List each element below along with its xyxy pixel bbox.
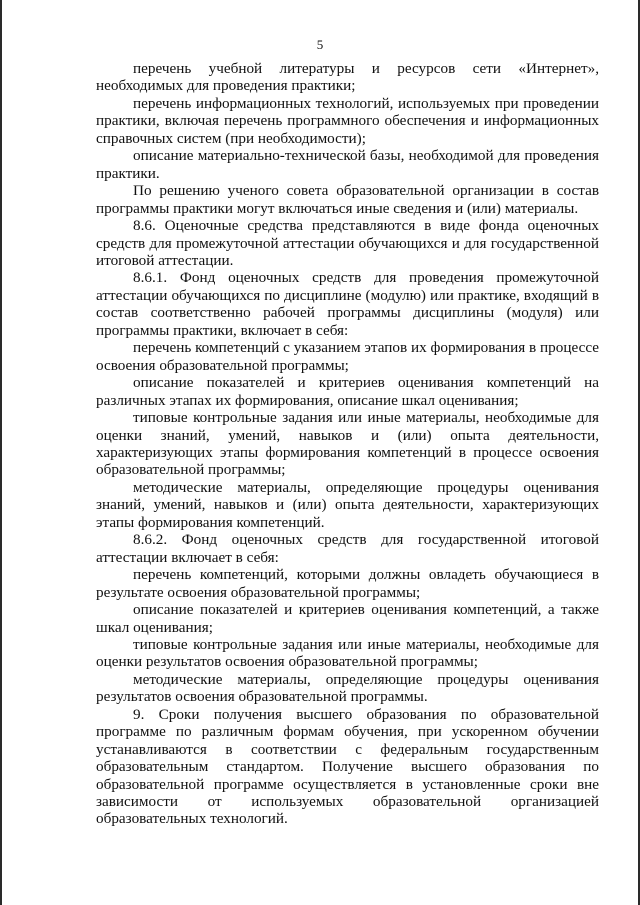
paragraph: 8.6.1. Фонд оценочных средств для проведения промежуточной аттестации обучающихся по дисциплине (модулю) или практике, входящий в состав соответственно рабочей программы дисциплины (модуля) или программы практики, включает в себя: — [96, 269, 599, 339]
page-number: 5 — [316, 37, 324, 52]
paragraph: перечень компетенций с указанием этапов их формирования в процессе освоения образовательной программы; — [96, 339, 599, 374]
paragraph: 8.6. Оценочные средства представляются в виде фонда оценочных средств для промежуточной аттестации обучающихся и для государственной итоговой аттестации. — [96, 217, 599, 269]
page-body — [96, 60, 599, 828]
paragraph: типовые контрольные задания или иные материалы, необходимые для оценки результатов освоения образовательной программы; — [96, 635, 599, 671]
paragraph: описание показателей и критериев оценивания компетенций на различных этапах их формирования, описание шкал оценивания; — [96, 374, 599, 409]
paragraph: методические материалы, определяющие процедуры оценивания знаний, умений, навыков и (или) опыта деятельности, характеризующих этапы формирования компетенций. — [96, 478, 599, 531]
paragraph: методические материалы, определяющие процедуры оценивания результатов освоения образовательной программы. — [96, 670, 599, 706]
paragraph: перечень информационных технологий, используемых при проведении практики, включая перечень программного обеспечения и информационных справочных систем (при необходимости); — [96, 94, 599, 147]
paragraph: 9. Сроки получения высшего образования по образовательной программе по различным формам обучения, при ускоренном обучении устанавливаются в соответствии с федеральным государственным образовательным стандартом. Получение высшего образования по образовательной программе осуществляется в установленные сроки вне зависимости от используемых образовательной организацией образовательных технологий. — [96, 705, 599, 828]
paragraph: перечень компетенций, которыми должны овладеть обучающиеся в результате освоения образовательной программы; — [96, 566, 599, 601]
paragraph: По решению ученого совета образовательной организации в состав программы практики могут включаться иные сведения и (или) материалы. — [96, 182, 599, 217]
paragraph: 8.6.2. Фонд оценочных средств для государственной итоговой аттестации включает в себя: — [96, 531, 599, 566]
paragraph: типовые контрольные задания или иные материалы, необходимые для оценки знаний, умений, навыков и (или) опыта деятельности, характеризующих этапы формирования компетенций в процессе освоения образовательной программы; — [96, 409, 599, 479]
paragraph: описание материально-технической базы, необходимой для проведения практики. — [96, 147, 599, 182]
paragraph: описание показателей и критериев оценивания компетенций, а также шкал оценивания; — [96, 601, 599, 636]
paragraph: перечень учебной литературы и ресурсов сети «Интернет», необходимых для проведения практики; — [96, 60, 599, 95]
